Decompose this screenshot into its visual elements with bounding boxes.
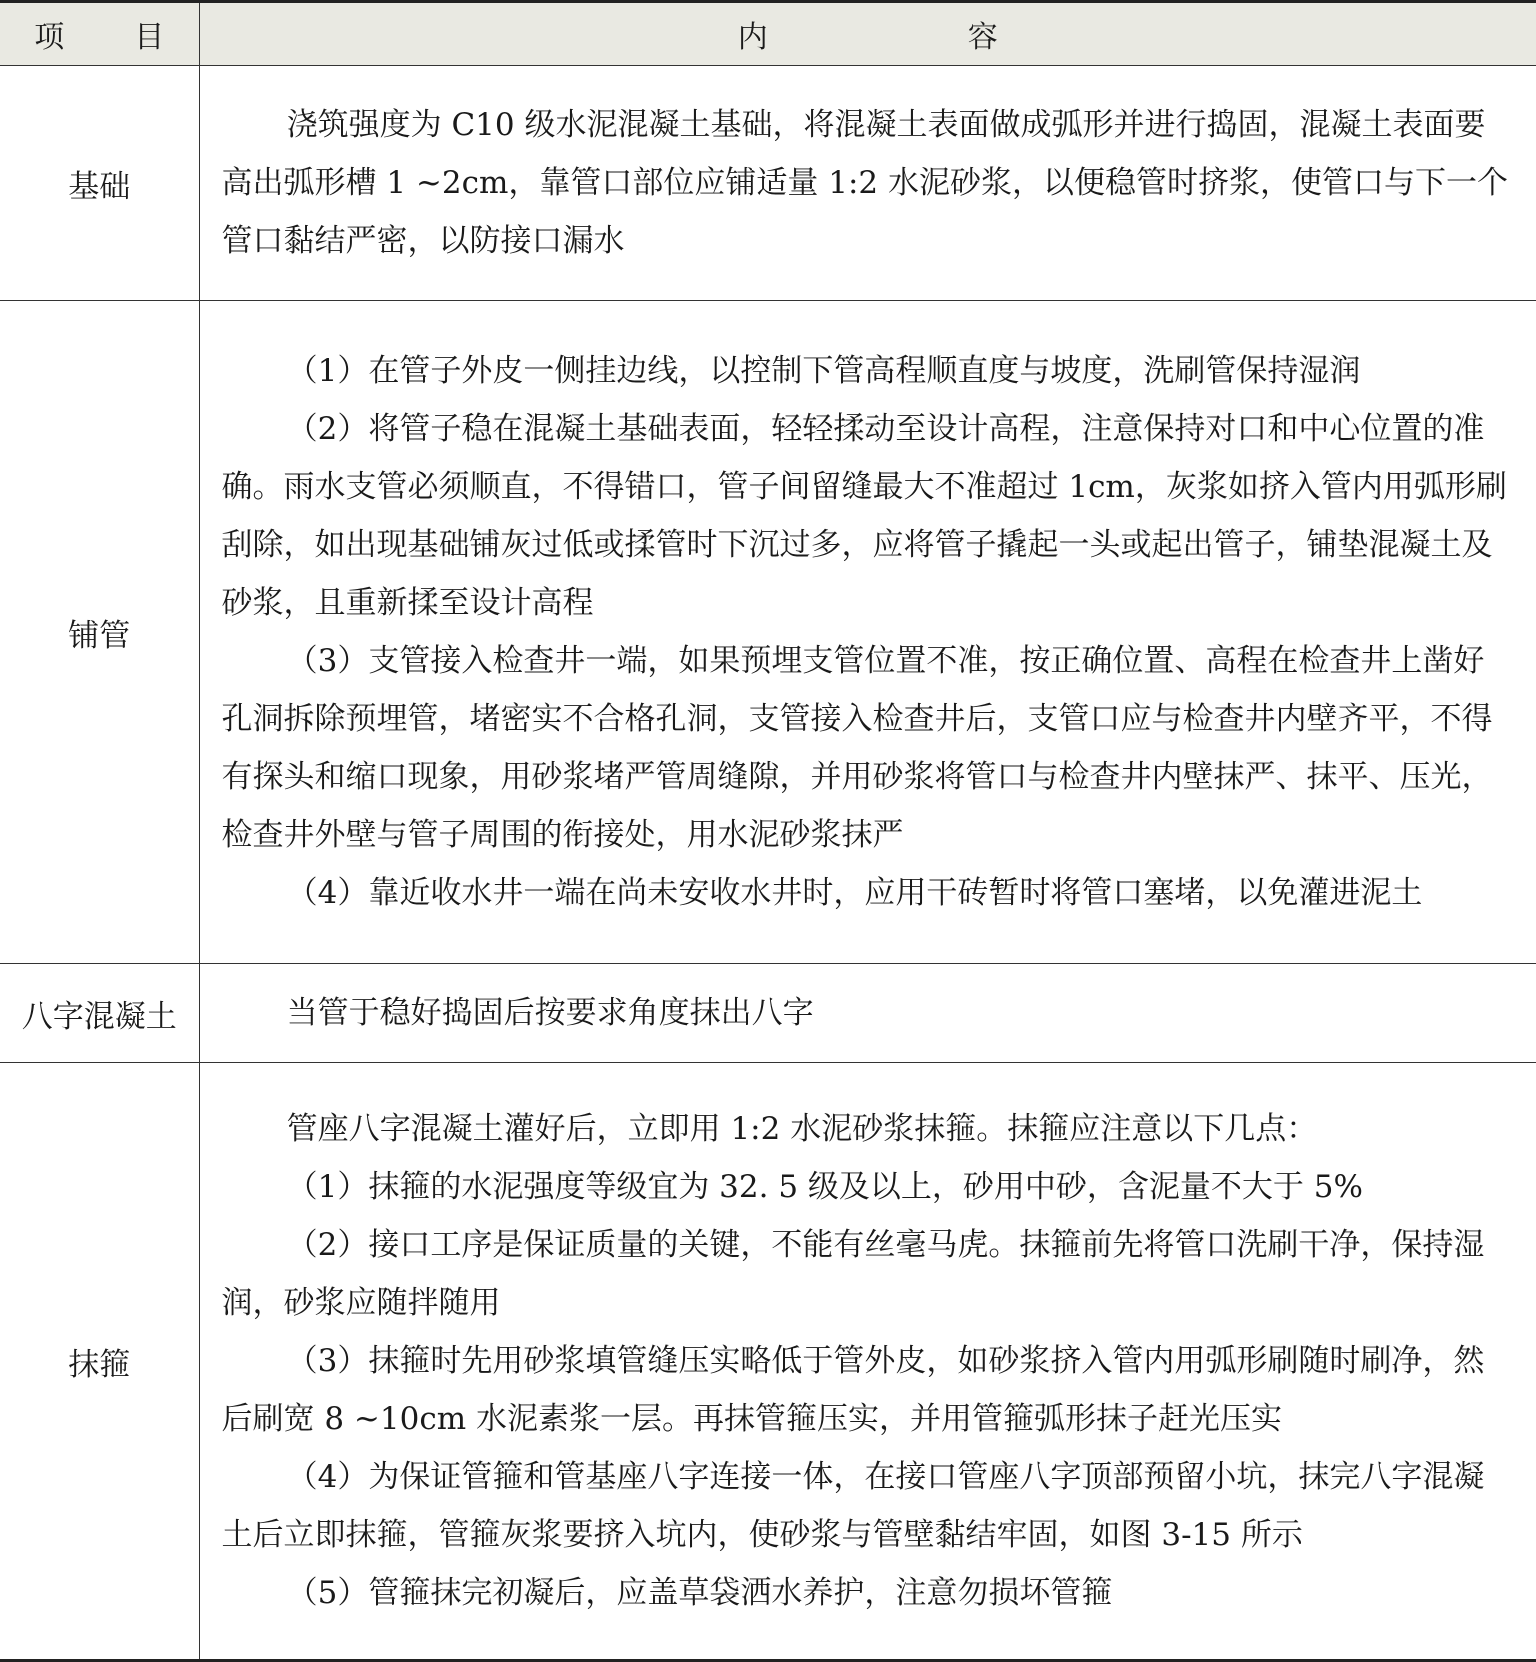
header-item-char-1: 项 [34,20,65,55]
header-row [0,2,1536,66]
content-paragraph: （4）为保证管箍和管基座八字连接一体，在接口管座八字顶部预留小坑，抹完八字混凝土后立即抹箍，管箍灰浆要挤入坑内，使砂浆与管壁黏结牢固，如图 3-15 所示 [221,1459,1485,1553]
row-content [199,301,1536,964]
content-paragraph: （1）在管子外皮一侧挂边线，以控制下管高程顺直度与坡度，洗刷管保持湿润 [286,353,1361,389]
table-row [0,1063,1536,1661]
content-paragraph: （4）靠近收水井一端在尚未安收水井时，应用干砖暂时将管口塞堵，以免灌进泥土 [286,875,1423,911]
content-paragraph: （3）支管接入检查井一端，如果预埋支管位置不准，按正确位置、高程在检查井上凿好孔洞拆除预埋管，堵密实不合格孔洞，支管接入检查井后，支管口应与检查井内壁齐平，不得有探头和缩口现象，用砂浆堵严管周缝隙，并用砂浆将管口与检查井内壁抹严、抹平、压光，检查井外壁与管子周围的衔接处，用水泥砂浆抹严 [221,643,1493,853]
row-content [199,964,1536,1063]
content-paragraph: 管座八字混凝土灌好后，立即用 1:2 水泥砂浆抹箍。抹箍应注意以下几点： [286,1111,1318,1147]
content-paragraph: （3）抹箍时先用砂浆填管缝压实略低于管外皮，如砂浆挤入管内用弧形刷随时刷净，然后刷宽 8 ~10cm 水泥素浆一层。再抹管箍压实，并用管箍弧形抹子赶光压实 [221,1343,1485,1437]
content-paragraph: （1）抹箍的水泥强度等级宜为 32. 5 级及以上，砂用中砂，含泥量不大于 5% [286,1169,1363,1205]
header-item [0,2,199,66]
header-content-char-2: 容 [967,20,998,55]
row-item-label: 铺管 [0,301,199,964]
header-content [199,2,1536,66]
content-paragraph: 当管于稳好捣固后按要求角度抹出八字 [286,995,814,1031]
content-paragraph: （2）将管子稳在混凝土基础表面，轻轻揉动至设计高程，注意保持对口和中心位置的准确。雨水支管必须顺直，不得错口，管子间留缝最大不准超过 1cm，灰浆如挤入管内用弧形刷刮除，如出现基础铺灰过低或揉管时下沉过多，应将管子撬起一头或起出管子，铺垫混凝土及砂浆，且重新揉至设计高程 [221,411,1507,621]
row-item-label: 八字混凝土 [0,964,199,1063]
table-row [0,66,1536,301]
header-item-char-2: 目 [134,20,165,55]
content-paragraph: 浇筑强度为 C10 级水泥混凝土基础，将混凝土表面做成弧形并进行捣固，混凝土表面要高出弧形槽 1 ~2cm，靠管口部位应铺适量 1:2 水泥砂浆，以便稳管时挤浆，使管口与下一个管口黏结严密，以防接口漏水 [221,107,1508,259]
content-paragraph: （2）接口工序是保证质量的关键，不能有丝毫马虎。抹箍前先将管口洗刷干净，保持湿润，砂浆应随拌随用 [221,1227,1485,1321]
content-paragraph: （5）管箍抹完初凝后，应盖草袋洒水养护，注意勿损坏管箍 [286,1575,1113,1611]
table-body [0,66,1536,1661]
table-row [0,964,1536,1063]
row-item-label: 基础 [0,66,199,301]
row-content [199,66,1536,301]
table-header [0,2,1536,66]
row-item-label: 抹箍 [0,1063,199,1661]
table-row [0,301,1536,964]
row-content [199,1063,1536,1661]
header-content-char-1: 内 [737,20,768,55]
